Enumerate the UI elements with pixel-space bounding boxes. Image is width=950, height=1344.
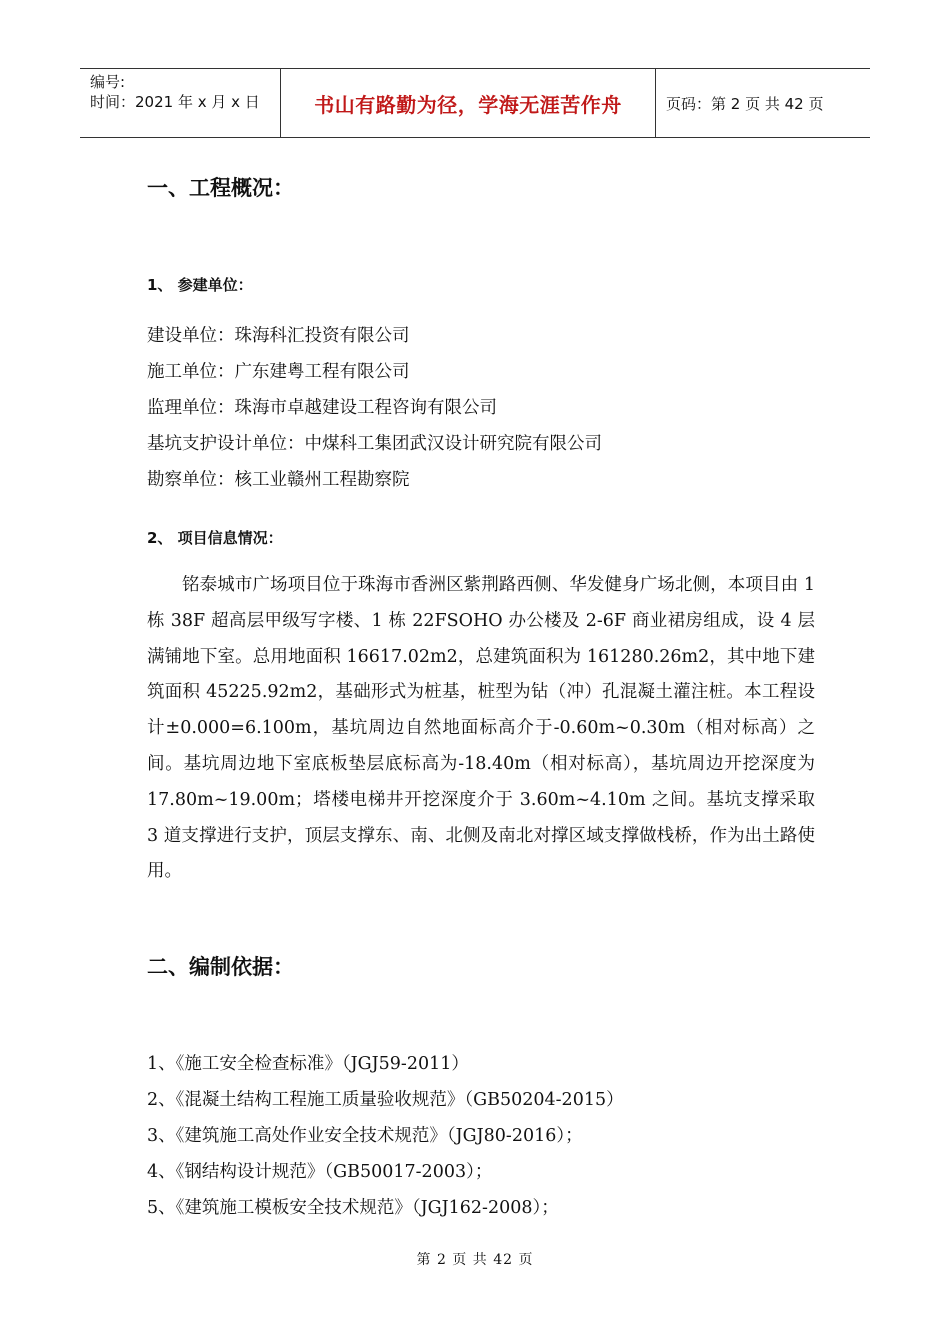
project-info-paragraph: 铭泰城市广场项目位于珠海市香洲区紫荆路西侧、华发健身广场北侧，本项目由 1 栋 38F 超高层甲级写字楼、1 栋 22FSOHO 办公楼及 2-6F 商业裙房组成，设 4 层满铺地下室。总用地面积 16617.02m2，总建筑面积为 161280.26m2，其中地下建筑面积 45225.92m2，基础形式为桩基，桩型为钻（冲）孔混凝土灌注桩。本工程设计±0.000=6.100m，基坑周边自然地面标高介于-0.60m~0.30m（相对标高）之间。基坑周边地下室底板垫层底标高为-18.40m（相对标高），基坑周边开挖深度为 17.80m~19.00m；塔楼电梯井开挖深度介于 3.60m~4.10m 之间。基坑支撑采取 3 道支撑进行支护，顶层支撑东、南、北侧及南北对撑区域支撑做栈桥，作为出土路使用。 <box>147 575 815 882</box>
participant-line: 勘察单位：核工业赣州工程勘察院 <box>147 470 410 490</box>
header-page-info: 页码：第 2 页 共 42 页 <box>666 94 824 113</box>
basis-list-item: 5、《建筑施工模板安全技术规范》（JGJ162-2008）； <box>147 1198 559 1218</box>
basis-list-item: 4、《钢结构设计规范》（GB50017-2003）； <box>147 1162 493 1182</box>
header-left-cell <box>80 69 281 137</box>
participant-line: 监理单位：珠海市卓越建设工程咨询有限公司 <box>147 398 497 418</box>
basis-list-item: 3、《建筑施工高处作业安全技术规范》（JGJ80-2016）； <box>147 1126 583 1146</box>
page-header <box>80 68 870 138</box>
participant-line: 施工单位：广东建粤工程有限公司 <box>147 362 410 382</box>
subsection-project-info: 2、 项目信息情况： <box>147 529 283 547</box>
document-number-label: 编号: <box>90 73 126 91</box>
participant-line: 基坑支护设计单位：中煤科工集团武汉设计研究院有限公司 <box>147 434 602 454</box>
page-footer: 第 2 页 共 42 页 <box>416 1252 534 1268</box>
document-time-label: 时间：2021 年 x 月 x 日 <box>90 93 260 111</box>
basis-list-item: 2、《混凝土结构工程施工质量验收规范》（GB50204-2015） <box>147 1090 624 1110</box>
section-title-overview: 一、工程概况： <box>147 176 294 200</box>
subsection-participants: 1、 参建单位： <box>147 276 253 294</box>
basis-list-item: 1、《施工安全检查标准》（JGJ59-2011） <box>147 1054 469 1074</box>
section-title-basis: 二、编制依据： <box>147 955 294 979</box>
participant-line: 建设单位：珠海科汇投资有限公司 <box>147 326 410 346</box>
header-motto: 书山有路勤为径，学海无涯苦作舟 <box>281 69 656 137</box>
